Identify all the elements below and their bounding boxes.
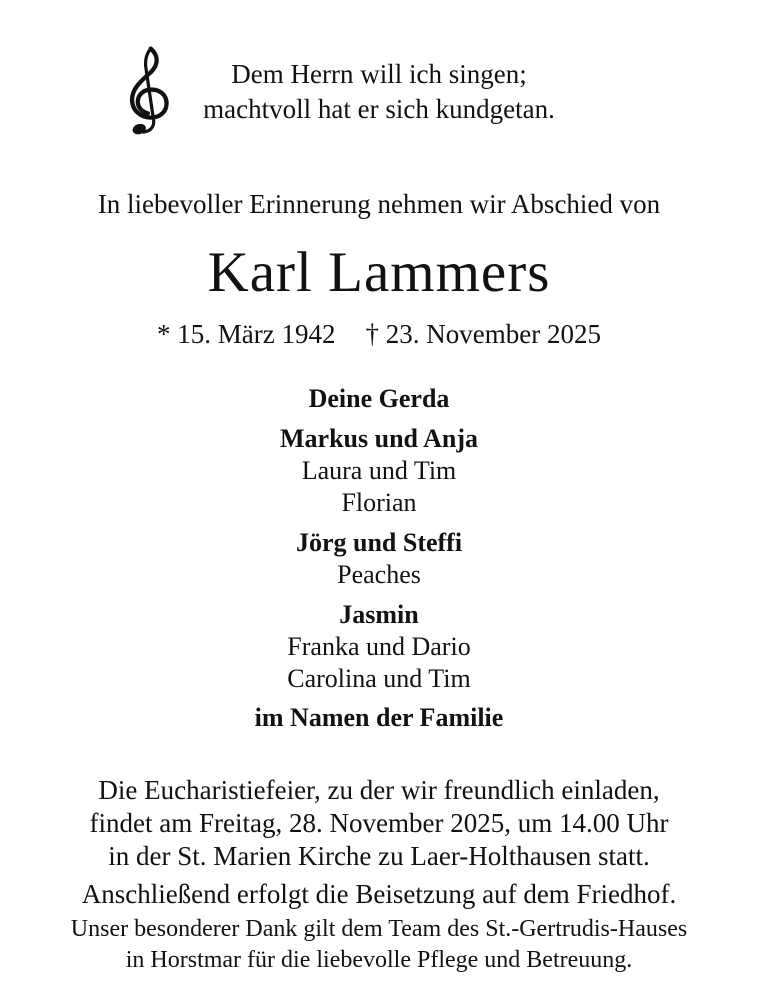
mourner-group [0, 383, 758, 415]
thanks-line-2: in Horstmar für die liebevolle Pflege und Betreuung. [125, 947, 633, 973]
deceased-name: Karl Lammers [207, 241, 551, 304]
mourner-member: Peaches [337, 560, 421, 589]
mourner-group-head: Jörg und Steffi [295, 528, 463, 557]
service-line-1: Die Eucharistiefeier, zu der wir freundlich einladen, [98, 775, 660, 805]
service-line-3: in der St. Marien Kirche zu Laer-Holthausen statt. [108, 841, 650, 871]
mourner-group-head: Markus und Anja [280, 424, 478, 453]
mourner-group [0, 527, 758, 591]
birth-date: * 15. März 1942 [157, 319, 336, 349]
mourner-group [0, 599, 758, 695]
thanks-line-1: Unser besonderer Dank gilt dem Team des St.-Gertrudis-Hauses [70, 916, 688, 942]
family-closing: im Namen der Familie [254, 703, 504, 732]
motto-text [0, 0, 758, 127]
life-dates [0, 317, 758, 351]
mourner-member: Laura und Tim [301, 456, 457, 485]
mourners-list [0, 383, 758, 695]
service-info [0, 774, 758, 873]
motto-line-2: machtvoll hat er sich kundgetan. [203, 94, 555, 124]
mourner-member: Carolina und Tim [287, 664, 471, 693]
service-line-2: findet am Freitag, 28. November 2025, um 14.00 Uhr [89, 808, 669, 838]
death-date: † 23. November 2025 [365, 319, 601, 349]
mourner-member: Florian [341, 488, 417, 517]
motto-line-1: Dem Herrn will ich singen; [231, 59, 527, 89]
treble-clef-icon [116, 45, 174, 137]
mourner-group [0, 423, 758, 519]
mourner-member: Franka und Dario [287, 632, 471, 661]
mourner-group-head: Deine Gerda [308, 384, 450, 413]
mourner-group-head: Jasmin [339, 600, 419, 629]
intro-line: In liebevoller Erinnerung nehmen wir Abschied von [97, 189, 661, 219]
burial-line: Anschließend erfolgt die Beisetzung auf dem Friedhof. [81, 879, 677, 909]
thanks-note [0, 914, 758, 976]
